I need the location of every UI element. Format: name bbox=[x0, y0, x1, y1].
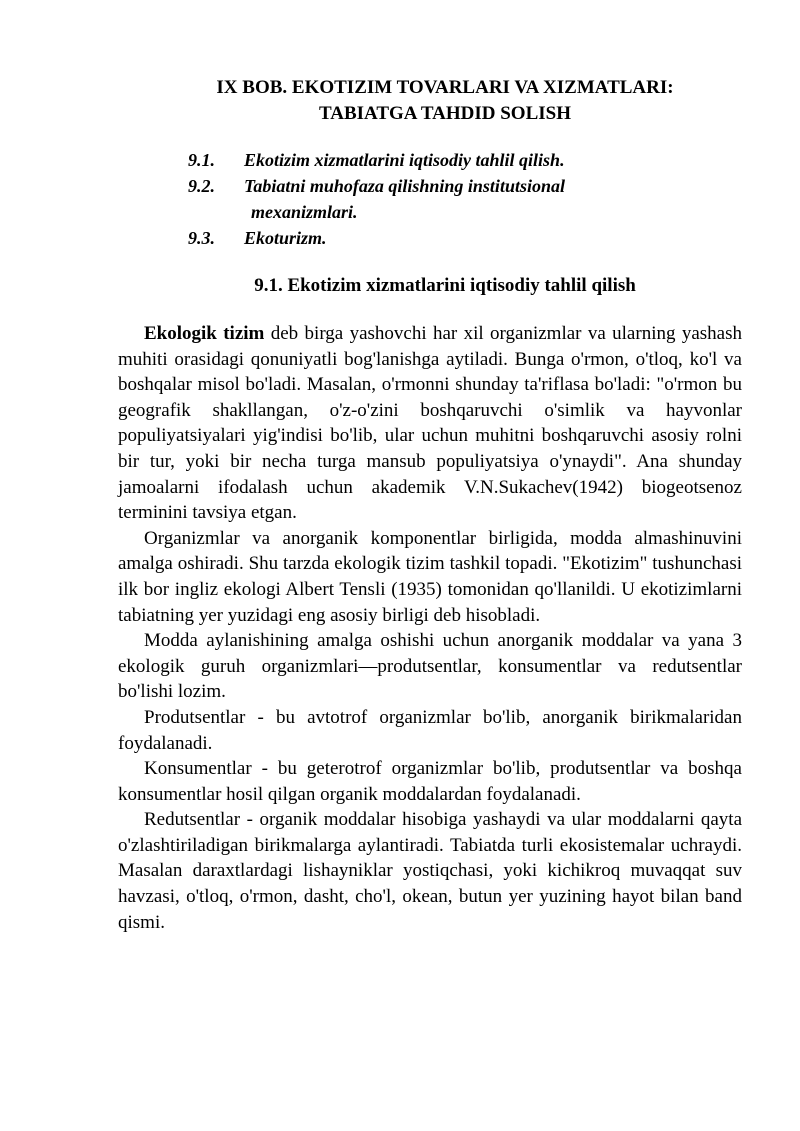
toc-text: Tabiatni muhofaza qilishning institutsional bbox=[244, 176, 565, 196]
toc-number: 9.2. bbox=[188, 176, 215, 196]
table-of-contents bbox=[188, 147, 742, 251]
toc-item bbox=[188, 173, 742, 199]
paragraph: Organizmlar va anorganik komponentlar birligida, modda almashinuvini amalga oshiradi. Shu tarzda ekologik tizim tashkil topadi. "Ekotizim" tushunchasi ilk bor ingliz ekologi Albert Tensli (1935) tomonidan qo'llanildi. U ekotizimlarni tabiatning yer yuzidagi eng asosiy birligi deb hisobladi. bbox=[118, 527, 742, 626]
toc-item bbox=[188, 225, 742, 251]
toc-number: 9.1. bbox=[188, 150, 215, 170]
toc-text: Ekoturizm. bbox=[244, 228, 327, 248]
paragraph: Modda aylanishining amalga oshishi uchun anorganik moddalar va yana 3 ekologik guruh organizmlari—produtsentlar, konsumentlar va redutsentlar bo'lishi lozim. bbox=[118, 630, 742, 703]
chapter-title bbox=[118, 75, 742, 127]
chapter-title-line-1: IX BOB. EKOTIZIM TOVARLARI VA XIZMATLARI: bbox=[216, 77, 674, 98]
document-page bbox=[118, 75, 742, 935]
toc-text: Ekotizim xizmatlarini iqtisodiy tahlil qilish. bbox=[244, 150, 565, 170]
paragraph: Produtsentlar - bu avtotrof organizmlar bo'lib, anorganik birikmalaridan foydalanadi. bbox=[118, 706, 742, 754]
toc-number: 9.3. bbox=[188, 228, 215, 248]
paragraph-text: deb birga yashovchi har xil organizmlar va ularning yashash muhiti orasidagi qonuniyatli bog'lanishga aytiladi. Bunga o'rmon, o'tloq, ko'l va boshqalar misol bo'ladi. Masalan, o'rmonni shunday ta'riflasa bo'ladi: "o'rmon bu geografik shakllangan, o'z-o'zini boshqaruvchi o'simlik va hayvonlar populiyatsiyalari yig'indisi bo'lib, ular uchun muhitni boshqaruvchi asosiy rolni bir tur, yoki bir necha turga mansub populiyatsiya o'ynaydi". Ana shunday jamoalarni ifodalash uchun akademik V.N.Sukachev(1942) biogeotsenoz terminini tavsiya etgan. bbox=[118, 323, 742, 524]
paragraph bbox=[118, 321, 742, 526]
body-text bbox=[118, 321, 742, 935]
paragraph: Redutsentlar - organik moddalar hisobiga yashaydi va ular moddalarni qayta o'zlashtiriladigan birikmalarga aylantiradi. Tabiatda turli ekosistemalar uchraydi. Masalan daraxtlardagi lishayniklar yostiqchasi, yoki kichikroq muvaqqat suv havzasi, o'tloq, o'rmon, dasht, cho'l, okean, butun yer yuzining hayot bilan band qismi. bbox=[118, 809, 742, 933]
paragraph: Konsumentlar - bu geterotrof organizmlar bo'lib, produtsentlar va boshqa konsumentlar hosil qilgan organik moddalardan foydalanadi. bbox=[118, 758, 742, 805]
chapter-title-line-2: TABIATGA TAHDID SOLISH bbox=[318, 103, 571, 124]
defined-term: Ekologik tizim bbox=[144, 323, 265, 344]
section-title: 9.1. Ekotizim xizmatlarini iqtisodiy tahlil qilish bbox=[254, 275, 636, 296]
toc-item bbox=[188, 147, 742, 173]
toc-text-continuation: mexanizmlari. bbox=[251, 202, 358, 222]
